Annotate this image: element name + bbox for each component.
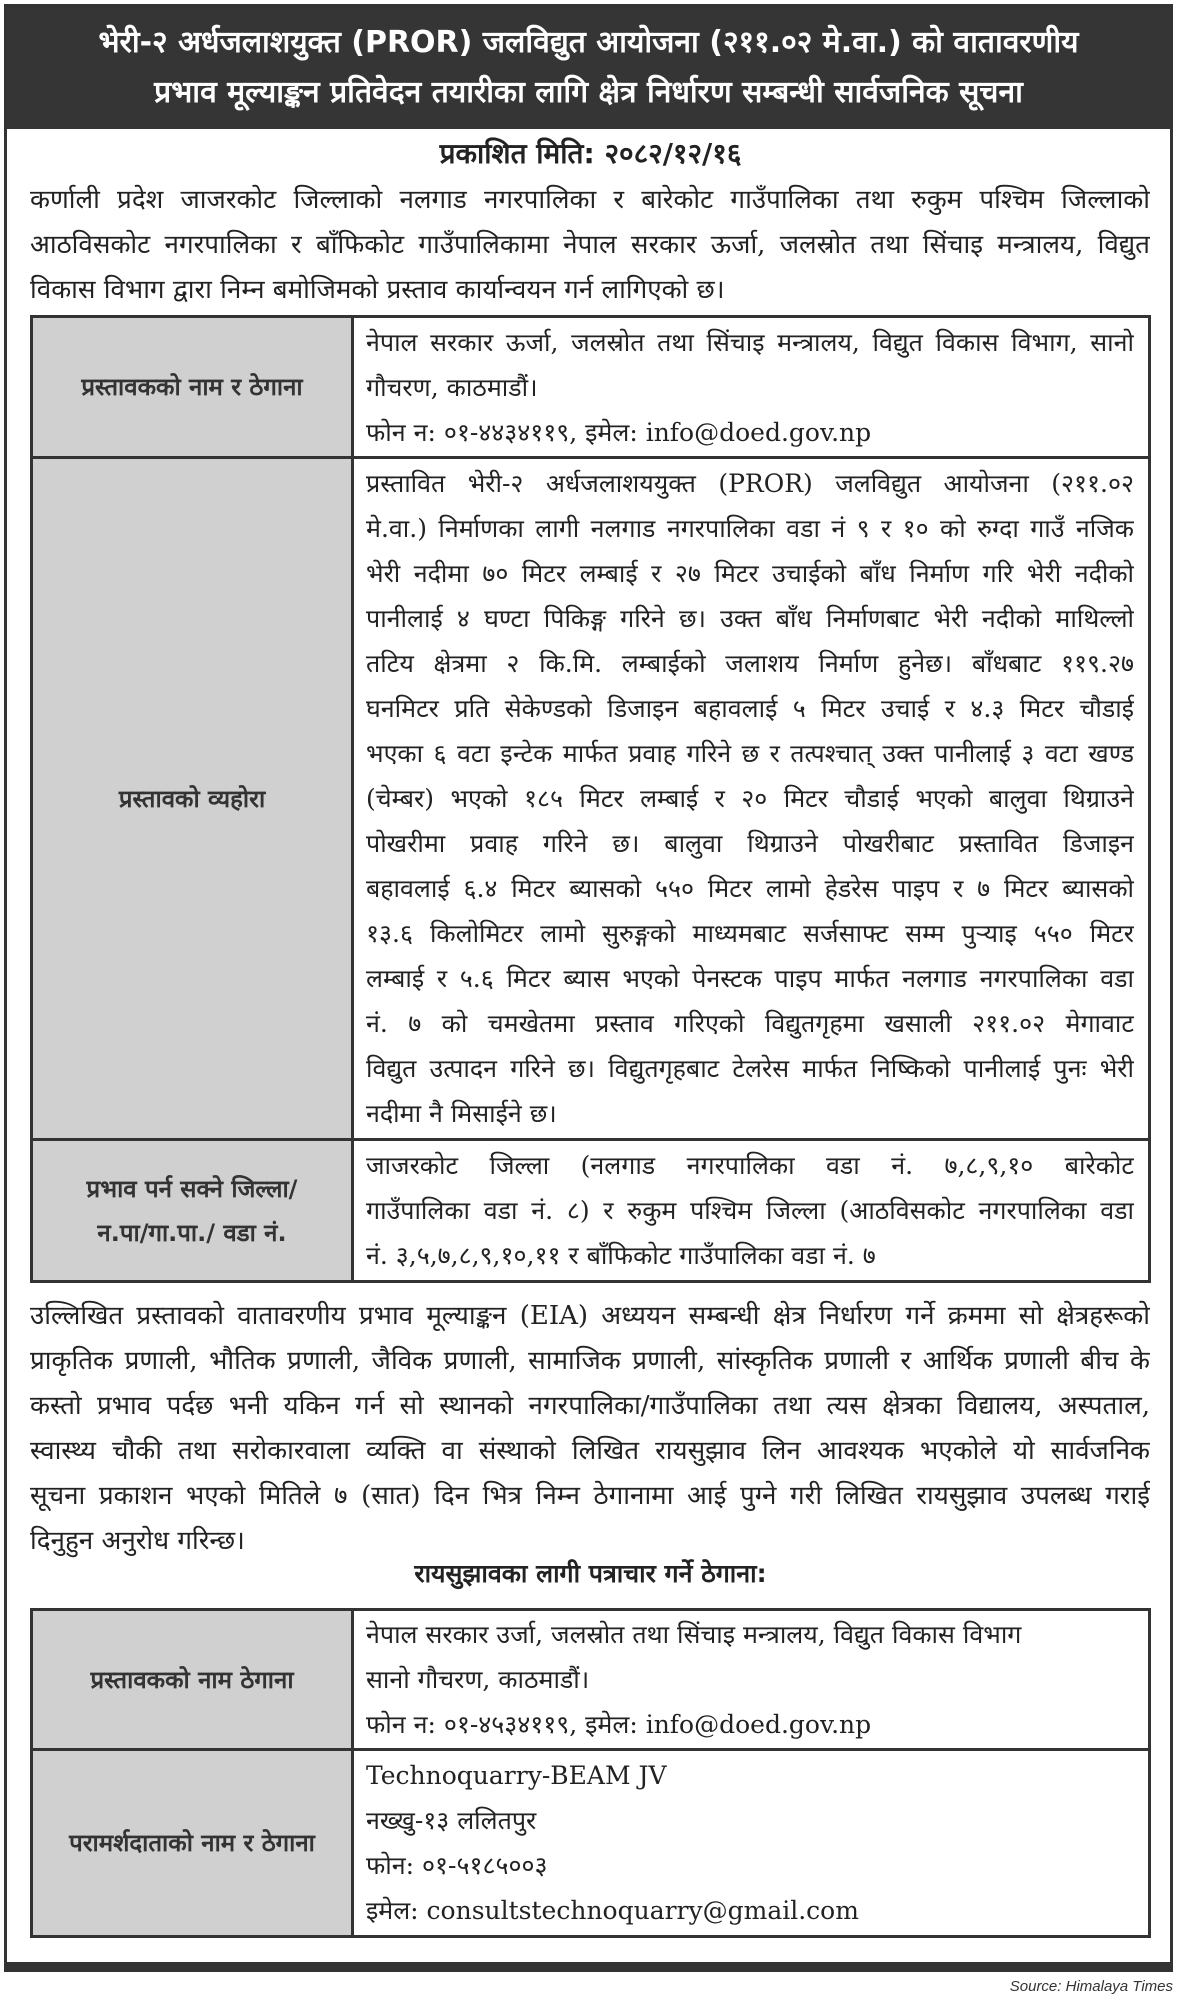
text-line: भएका ६ वटा इन्टेक मार्फत प्रवाह गरिने छ र तत्पश्चात् उक्त पानीलाई ३ वटा खण्ड — [366, 739, 1134, 768]
row-label — [32, 1750, 353, 1937]
contact-table — [30, 1608, 1151, 1938]
text-line: इमेल: consultstechnoquarry@gmail.com — [366, 1896, 859, 1925]
row-value — [353, 1610, 1150, 1750]
text-line: प्राकृतिक प्रणाली, भौतिक प्रणाली, जैविक प्रणाली, सामाजिक प्रणाली, सांस्कृतिक प्रणाली र आर्थिक प्रणाली बीच के — [30, 1346, 1150, 1376]
row-label — [32, 1610, 353, 1750]
label-text: प्रस्तावकको नाम र ठेगाना — [81, 373, 303, 401]
table-row-consultant — [32, 1750, 1150, 1937]
text-line: लम्बाई र ५.६ मिटर ब्यास भएको पेनस्टक पाइप मार्फत नलगाड नगरपालिका वडा — [366, 964, 1134, 993]
text-line: १३.६ किलोमिटर लामो सुरुङ्गको माध्यमबाट सर्जसाफ्ट सम्म पुर्‍याइ ५५० मिटर — [366, 919, 1134, 948]
source-credit: Source: Himalaya Times — [1009, 1978, 1173, 1995]
text-line: (चेम्बर) भएको १८५ मिटर लम्बाई र २० मिटर चौडाई भएको बालुवा थिग्राउने — [366, 784, 1134, 813]
published-date: प्रकाशित मिति: २०८२/१२/१६ — [439, 137, 742, 170]
table-row-proposer — [32, 317, 1150, 458]
label-text: न.पा/गा.पा./ वडा नं. — [97, 1218, 287, 1247]
text-line: नं. ३,५,७,८,९,१०,११ र बाँफिकोट गाउँपालिका वडा नं. ७ — [366, 1241, 876, 1270]
text-line: नदीमा नै मिसाईने छ। — [366, 1099, 557, 1128]
row-label — [32, 1140, 353, 1282]
text-line: दिनुहुन अनुरोध गरिन्छ। — [30, 1526, 245, 1556]
title-line: भेरी-२ अर्धजलाशयुक्त (PROR) जलविद्युत आयोजना (२११.०२ मे.वा.) को वातावरणीय — [98, 25, 1079, 60]
proposal-table — [30, 315, 1151, 1283]
text-line: कस्तो प्रभाव पर्दछ भनी यकिन गर्न सो स्थानको नगरपालिका/गाउँपालिका तथा त्यस क्षेत्रका विद्यालय, अस्पताल, — [30, 1391, 1150, 1421]
text-line: गाउँपालिका वडा नं. ८) र रुकुम पश्चिम जिल्ला (आठविसकोट नगरपालिका वडा — [366, 1196, 1134, 1225]
table-row-proposer-address — [32, 1610, 1150, 1750]
text-line: फोन न: ०१-४५३४११९, इमेल: info@doed.gov.np — [366, 1710, 872, 1739]
table-row-affected-areas — [32, 1140, 1150, 1282]
text-line: पानीलाई ४ घण्टा पिकिङ्ग गरिने छ। उक्त बाँध निर्माणबाट भेरी नदीको माथिल्लो — [366, 604, 1134, 633]
text-line: सानो गौचरण, काठमाडौं। — [366, 1665, 590, 1694]
row-value — [353, 1750, 1150, 1937]
text-line: मे.वा.) निर्माणका लागी नलगाड नगरपालिका वडा नं ९ र १० को रुग्दा गाउँ नजिक — [366, 514, 1134, 543]
text-line: प्रस्तावित भेरी-२ अर्धजलाशययुक्त (PROR) जलविद्युत आयोजना (२११.०२ — [366, 469, 1134, 498]
text-line: विकास विभाग द्वारा निम्न बमोजिमको प्रस्ताव कार्यान्वयन गर्न लागिएको छ। — [30, 275, 725, 305]
label-text: प्रस्तावको व्यहोरा — [118, 784, 266, 813]
text-line: कर्णाली प्रदेश जाजरकोट जिल्लाको नलगाड नगरपालिका र बारेकोट गाउँपालिका तथा रुकुम पश्चिम जिल्लाको — [30, 185, 1150, 215]
text-line: बहावलाई ६.४ मिटर ब्यासको ५५० मिटर लामो हेडरेस पाइप र ७ मिटर ब्यासको — [366, 874, 1134, 903]
text-line: सूचना प्रकाशन भएको मितिले ७ (सात) दिन भित्र निम्न ठेगानामा आई पुग्ने गरी लिखित रायसुझाव उपलब्ध गराई — [30, 1481, 1150, 1511]
text-line: फोन न: ०१-४४३४११९, इमेल: info@doed.gov.np — [366, 417, 872, 447]
text-line: उल्लिखित प्रस्तावको वातावरणीय प्रभाव मूल्याङ्कन (EIA) अध्ययन सम्बन्धी क्षेत्र निर्धारण गर्ने क्रममा सो क्षेत्रहरूको — [30, 1301, 1150, 1331]
table-row-description — [32, 458, 1150, 1140]
text-line: Technoquarry-BEAM JV — [366, 1761, 667, 1790]
text-line: नेपाल सरकार उर्जा, जलस्रोत तथा सिंचाइ मन्त्रालय, विद्युत विकास विभाग — [366, 1620, 1022, 1649]
body-paragraph — [30, 1294, 1150, 1564]
row-value — [353, 458, 1150, 1140]
text-line: पोखरीमा प्रवाह गरिने छ। बालुवा थिग्राउने पोखरीबाट प्रस्तावित डिजाइन — [366, 829, 1134, 858]
label-text: परामर्शदाताको नाम र ठेगाना — [69, 1829, 315, 1857]
intro-paragraph — [30, 178, 1150, 313]
title-line: प्रभाव मूल्याङ्कन प्रतिवेदन तयारीका लागि क्षेत्र निर्धारण सम्बन्धी सार्वजनिक सूचना — [154, 75, 1023, 110]
text-line: जाजरकोट जिल्ला (नलगाड नगरपालिका वडा नं. ७,८,९,१० बारेकोट — [366, 1151, 1134, 1180]
row-label — [32, 317, 353, 458]
text-line: नेपाल सरकार ऊर्जा, जलस्रोत तथा सिंचाइ मन्त्रालय, विद्युत विकास विभाग, सानो — [366, 327, 1134, 357]
text-line: आठविसकोट नगरपालिका र बाँफिकोट गाउँपालिकामा नेपाल सरकार ऊर्जा, जलस्रोत तथा सिंचाइ मन्त्रालय, विद्युत — [30, 230, 1150, 260]
text-line: स्वास्थ्य चौकी तथा सरोकारवाला व्यक्ति वा संस्थाको लिखित रायसुझाव लिन आवश्यक भएकोले यो सार्वजनिक — [30, 1436, 1150, 1466]
row-value — [353, 1140, 1150, 1282]
label-text: प्रभाव पर्न सक्ने जिल्ला/ — [86, 1174, 298, 1203]
text-line: विद्युत उत्पादन गरिने छ। विद्युतगृहबाट टेलरेस मार्फत निष्किको पानीलाई पुनः भेरी — [366, 1054, 1134, 1083]
row-label — [32, 458, 353, 1140]
text-line: घनमिटर प्रति सेकेण्डको डिजाइन बहावलाई ५ मिटर उचाई र ४.३ मिटर चौडाई — [366, 694, 1134, 723]
text-line: गौचरण, काठमाडौं। — [366, 372, 538, 402]
contact-heading: रायसुझावका लागी पत्राचार गर्ने ठेगाना: — [414, 1559, 767, 1588]
notice-title — [7, 7, 1170, 129]
label-text: प्रस्तावकको नाम ठेगाना — [90, 1665, 294, 1694]
text-line: फोन: ०१-५१८५००३ — [366, 1851, 548, 1880]
text-line: नख्खु-१३ ललितपुर — [366, 1806, 537, 1835]
row-value — [353, 317, 1150, 458]
text-line: भेरी नदीमा ७० मिटर लम्बाई र २७ मिटर उचाईको बाँध निर्माण गरि भेरी नदीको — [366, 559, 1134, 588]
text-line: नं. ७ को चमखेतमा प्रस्ताव गरिएको विद्युतगृहमा खसाली २११.०२ मेगावाट — [366, 1009, 1134, 1038]
text-line: तटिय क्षेत्रमा २ कि.मि. लम्बाईको जलाशय निर्माण हुनेछ। बाँधबाट ११९.२७ — [366, 649, 1134, 678]
